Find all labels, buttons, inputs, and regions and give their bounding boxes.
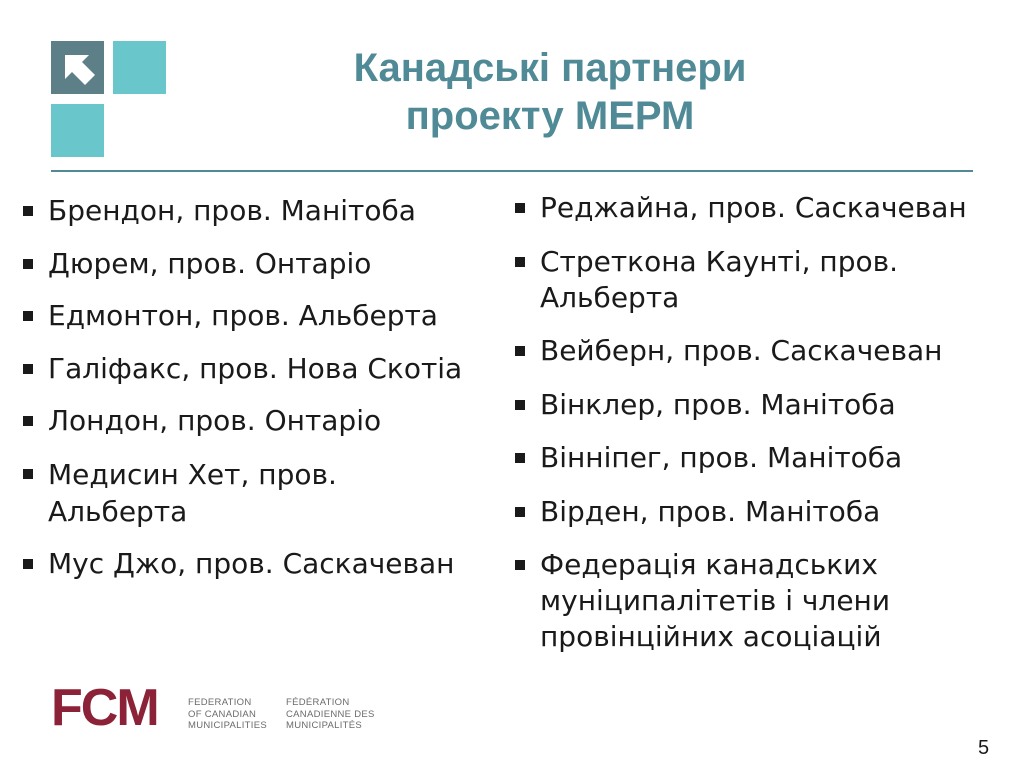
list-item-text: Галіфакс, пров. Нова Скотіа [48,351,463,385]
list-item [22,193,502,229]
list-item-text: Медисин Хет, пров. Альберта [48,457,337,528]
bullet-icon [515,560,525,570]
fcm-name-english [188,697,267,732]
list-item [22,246,502,282]
bullet-icon [515,400,525,410]
list-item [22,298,502,334]
bullet-icon [23,364,33,374]
fcm-name-french-line: CANADIENNE DES [286,708,375,720]
bullet-icon [515,203,525,213]
slide-title-line-1: Канадські партнери [353,46,747,90]
list-item [514,494,1014,530]
list-item-text: Едмонтон, пров. Альберта [48,299,438,332]
arrow-up-left-icon [51,41,104,94]
bullet-icon [23,311,33,321]
fcm-name-french-line: MUNICIPALITÉS [286,720,363,731]
partner-list-left [22,193,502,599]
list-item-text: Лондон, пров. Онтаріо [48,404,382,437]
bullet-icon [23,559,33,569]
list-item-text: Стреткона Каунті, пров. Альберта [540,244,898,314]
list-item [514,387,1014,423]
title-divider [51,170,973,172]
logo-square-arrow [51,41,104,94]
list-item [22,546,502,582]
list-item-text: Вінніпег, пров. Манітоба [540,441,903,474]
list-item-text: Реджайна, пров. Саскачеван [540,191,967,224]
bullet-icon [23,469,33,479]
list-item [514,244,1014,316]
list-item [514,440,1014,476]
list-item [22,403,502,439]
slide-title-line-2: проекту МЕРМ [405,94,695,138]
bullet-icon [515,507,525,517]
fcm-logo-letters: FCM [51,679,158,737]
fcm-name-french [286,697,375,732]
bullet-icon [515,257,525,267]
fcm-logo [51,679,391,737]
fcm-name-english-line: FEDERATION [188,697,252,708]
list-item [514,190,1014,226]
fcm-name-english-line: OF CANADIAN [188,708,257,720]
list-item-text: Мус Джо, пров. Саскачеван [48,547,455,580]
bullet-icon [515,453,525,463]
list-item [22,351,502,387]
list-item-text: Вейберн, пров. Саскачеван [540,334,943,367]
bullet-icon [515,346,525,356]
list-item [22,456,502,530]
logo-square-bottom-left [51,104,104,157]
logo-square-top-right [113,41,166,94]
bullet-icon [23,206,33,216]
bullet-icon [23,259,33,269]
page-number: 5 [978,737,990,759]
list-item-text: Вінклер, пров. Манітоба [540,387,896,421]
fcm-name-french-line: FÉDÉRATION [286,697,350,708]
fcm-name-english-line: MUNICIPALITIES [188,720,267,731]
slide-title [300,44,800,140]
partner-list-right [514,190,1014,673]
list-item [514,547,1014,655]
list-item [514,333,1014,369]
list-item-text: Федерація канадських муніципалітетів і члени провінційних асоціацій [540,548,891,653]
list-item-text: Брендон, пров. Манітоба [48,194,416,227]
list-item-text: Дюрем, пров. Онтаріо [48,246,372,280]
list-item-text: Вірден, пров. Манітоба [540,494,881,528]
bullet-icon [23,416,33,426]
